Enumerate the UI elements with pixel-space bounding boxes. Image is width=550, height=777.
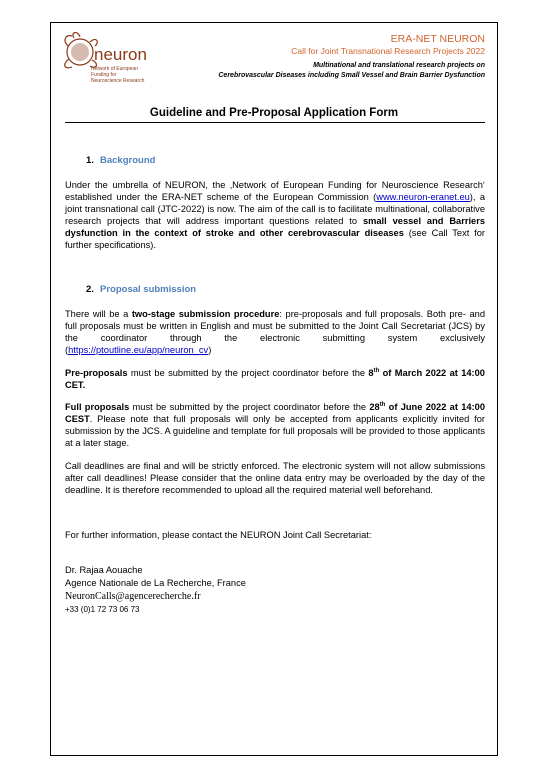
section-heading-submission: 2. Proposal submission <box>86 284 197 295</box>
deadlines-paragraph: Call deadlines are final and will be strictly enforced. The electronic system will not allow submissions after call deadlines! Please consider that the online data entry may be overloaded by the day of the deadline. It is therefore recommended to upload all the required material well beforehand. <box>65 461 485 495</box>
svg-text:neuron: neuron <box>94 45 147 64</box>
contact-email[interactable]: NeuronCalls@agencerecherche.fr <box>65 591 201 602</box>
neuron-website-link[interactable]: www.neuron-eranet.eu <box>376 192 470 202</box>
contact-intro: For further information, please contact the NEURON Joint Call Secretariat: <box>65 530 372 540</box>
logo-caption: Network of European Funding for Neuroscience Research <box>91 66 145 84</box>
title-rule <box>65 122 485 123</box>
contact-organization: Agence Nationale de La Recherche, France <box>65 578 246 588</box>
contact-block <box>65 564 246 616</box>
background-paragraph: Under the umbrella of NEURON, the ‚Network of European Funding for Neuroscience Research‘ established under the ERA-NET scheme of the European Commission (www.neuron-eranet.eu), a joint transnational call (JTC-2022) is now. The aim of the call is to facilitate multinational, collaborative research projects that will address important questions related to small vessel and Barriers dysfunction in the context of stroke and other cerebrovascular diseases (see Call Text for further specifications). <box>65 180 485 250</box>
contact-phone: +33 (0)1 72 73 06 73 <box>65 605 140 614</box>
header-topic-line1: Multinational and translational research projects on <box>313 62 485 69</box>
page-title: Guideline and Pre-Proposal Application Form <box>149 107 399 119</box>
full-proposal-paragraph: Full proposals must be submitted by the project coordinator before the 28th of June 2022 at 14:00 CEST. Please note that full proposals will only be accepted from applicants explicitly invited for submission by the JCS. A guideline and template for full proposals will be provided to those applicants at a later stage. <box>65 402 485 449</box>
header-topic-line2: Cerebrovascular Diseases including Small Vessel and Brain Barrier Dysfunction <box>218 72 485 79</box>
header-subtitle: Call for Joint Transnational Research Projects 2022 <box>291 46 485 56</box>
pre-proposal-paragraph: Pre-proposals must be submitted by the project coordinator before the 8th of March 2022 at 14:00 CET. <box>65 368 485 391</box>
header-title: ERA-NET NEURON <box>390 33 485 45</box>
submission-system-link[interactable]: https://ptoutline.eu/app/neuron_cv <box>68 345 209 355</box>
contact-name: Dr. Rajaa Aouache <box>65 565 143 575</box>
submission-paragraph: There will be a two-stage submission procedure: pre-proposals and full proposals. Both pre- and full proposals must be written in English and must be submitted to the Joint Call Secretariat (JCS) by the coordinator through the electronic submitting system exclusively (https://ptoutline.eu/app/neuron_cv) <box>65 309 485 355</box>
section-heading-background: 1. Background <box>86 155 156 166</box>
